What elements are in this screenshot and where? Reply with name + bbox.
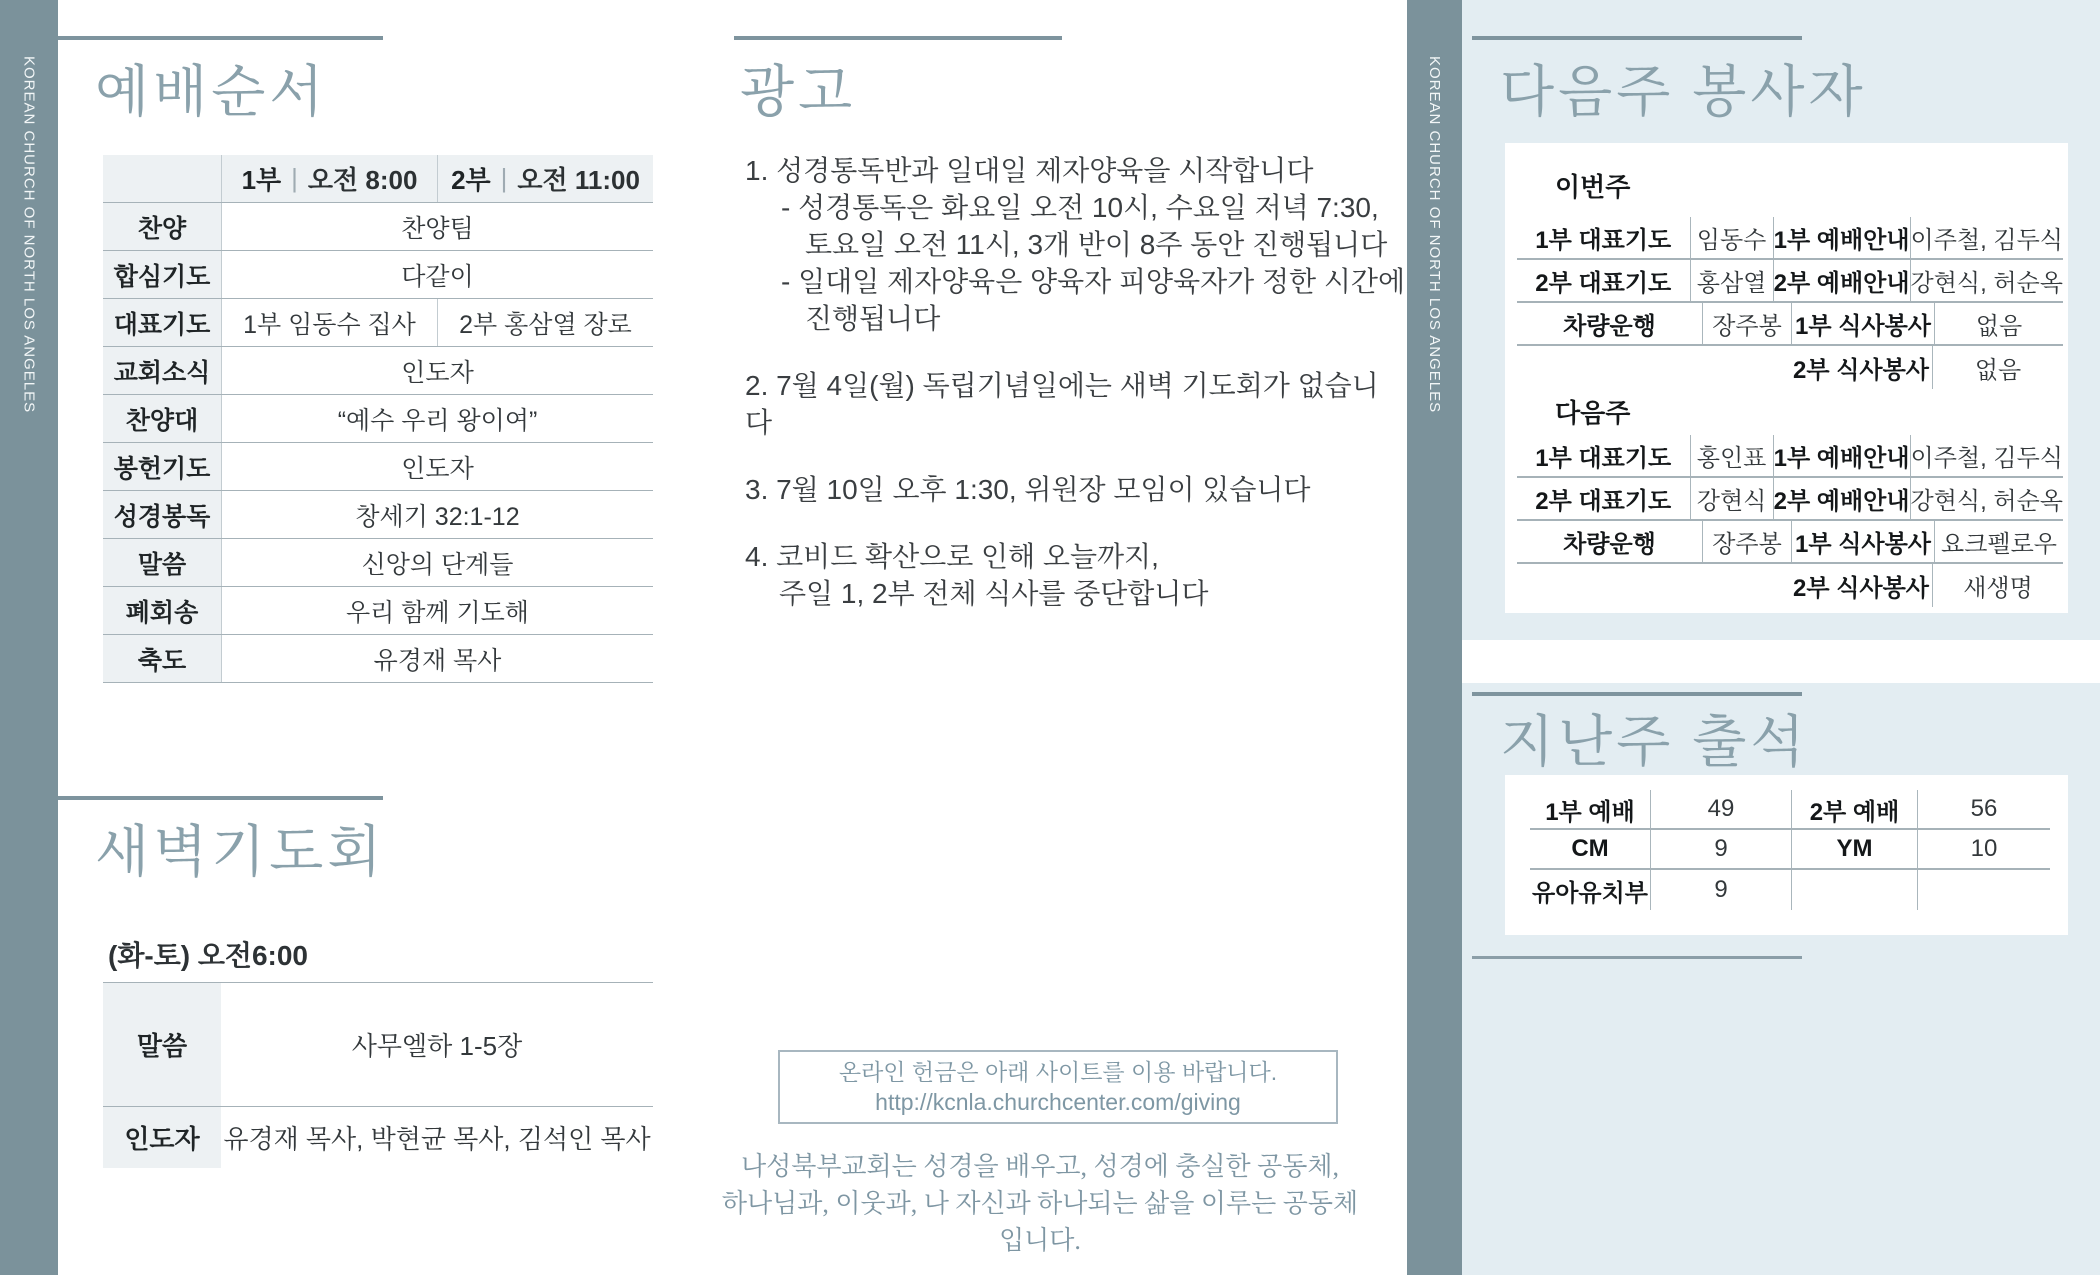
attendance-label: 2부 예배 [1792,790,1918,828]
attendance-count: 56 [1970,795,1998,822]
volunteers-title: 다음주 봉사자 [1500,62,1867,124]
online-giving-box [778,1050,1338,1124]
service-2-time: 오전 11:00 [517,165,640,195]
role-label: 2부 식사봉사 [1790,346,1933,389]
table-row [103,347,653,395]
role-label: 2부 대표기도 [1517,260,1691,301]
row-label: 찬양 [103,203,221,250]
role-label: 2부 대표기도 [1517,478,1691,519]
attendance-panel [1505,775,2068,935]
table-row [1517,521,2063,564]
service-2-header [437,155,653,202]
service-1-time: 오전 8:00 [307,165,418,195]
row-value: 사무엘하 1-5장 [351,1031,523,1061]
volunteer-name: 홍삼열 [1691,260,1774,301]
dawn-prayer-table [103,982,653,1168]
service-1-header [221,155,437,202]
volunteer-name: 강현식 [1691,478,1774,519]
row-value: “예수 우리 왕이여” [221,395,653,442]
row-value: 다같이 [221,251,653,298]
dawn-prayer-title: 새벽기도회 [95,822,386,884]
table-row [1517,346,2063,389]
right-panel-white-band [1462,640,2100,683]
announcement-item: 3. 7월 10일 오후 1:30, 위원장 모임이 있습니다 [745,474,1311,505]
volunteer-name: 장주봉 [1703,521,1792,562]
volunteer-name: 홍인표 [1691,435,1774,476]
table-row [103,203,653,251]
row-label: 축도 [103,635,221,682]
right-sidebar [1407,0,1462,1275]
role-label [1517,346,1702,389]
announcement-subitem: 토요일 오전 11시, 3개 반이 8주 동안 진행됩니다 [805,229,1388,260]
section-rule [58,796,383,800]
announcement-subitem: - 일대일 제자양육은 양육자 피양육자가 정한 시간에 [781,266,1406,297]
table-row [103,443,653,491]
table-row [1530,830,2050,870]
table-row [1517,303,2063,346]
announcement-item: 1. 성경통독반과 일대일 제자양육을 시작합니다 [745,155,1314,186]
row-value-service1: 1부 임동수 집사 [221,299,437,346]
volunteer-name [1702,346,1790,389]
row-value: 인도자 [221,347,653,394]
table-row [103,587,653,635]
role-label: 1부 예배안내 [1774,217,1911,258]
attendance-count: 49 [1651,790,1792,828]
role-label: 차량운행 [1517,303,1703,344]
church-name-vertical: KOREAN CHURCH OF NORTH LOS ANGELES [1426,56,1443,414]
role-label: 1부 식사봉사 [1792,521,1935,562]
role-label: 2부 예배안내 [1774,478,1911,519]
table-row [1517,217,2063,260]
role-label: 차량운행 [1517,521,1703,562]
this-week-table [1517,217,2063,389]
row-value: 인도자 [221,443,653,490]
row-label: 성경봉독 [103,491,221,538]
row-value: 유경재 목사 [221,635,653,682]
row-label: 봉헌기도 [103,443,221,490]
role-label: 1부 예배안내 [1774,435,1911,476]
row-label: 찬양대 [103,395,221,442]
next-week-table [1517,435,2063,607]
volunteer-name: 강현식, 허순옥 [1910,488,2063,515]
service-2-label: 2부 [451,165,491,195]
volunteer-name: 임동수 [1691,217,1774,258]
left-sidebar [0,0,58,1275]
attendance-label: 유아유치부 [1530,870,1651,910]
row-label: 합심기도 [103,251,221,298]
role-label: 2부 예배안내 [1774,260,1911,301]
volunteer-name: 강현식, 허순옥 [1910,270,2063,297]
giving-url[interactable]: http://kcnla.churchcenter.com/giving [875,1089,1241,1115]
role-label: 1부 대표기도 [1517,435,1691,476]
empty-header-cell [103,155,221,202]
attendance-count: 10 [1970,835,1998,862]
mission-line-1: 나성북부교회는 성경을 배우고, 성경에 충실한 공동체, [740,1152,1340,1181]
section-rule [58,36,383,40]
separator: | [291,163,298,193]
table-row [103,491,653,539]
volunteer-name [1702,564,1790,607]
row-label: 교회소식 [103,347,221,394]
section-rule [734,36,1062,40]
volunteer-name: 이주철, 김두식 [1910,227,2063,254]
role-label: 1부 대표기도 [1517,217,1691,258]
worship-title: 예배순서 [95,62,328,124]
volunteers-panel [1505,143,2068,613]
table-row [103,1106,653,1168]
announcement-item: 2. 7월 4일(월) 독립기념일에는 새벽 기도회가 없습니다 [745,370,1379,438]
attendance-count [1918,870,2050,910]
announcements-list [745,152,1405,612]
dawn-prayer-schedule: (화-토) 오전6:00 [108,940,308,971]
church-name-vertical: KOREAN CHURCH OF NORTH LOS ANGELES [20,56,38,414]
volunteer-name: 이주철, 김두식 [1910,445,2063,472]
row-label: 대표기도 [103,299,221,346]
role-label: 2부 식사봉사 [1790,564,1933,607]
volunteer-name: 없음 [1975,313,2023,340]
table-row [1517,564,2063,607]
volunteer-name: 새생명 [1963,575,2033,602]
role-label [1517,564,1702,607]
attendance-label: CM [1530,830,1651,868]
table-row [103,539,653,587]
volunteer-name: 없음 [1974,357,2022,384]
volunteer-name: 장주봉 [1703,303,1792,344]
attendance-label: 1부 예배 [1530,790,1651,828]
table-row [103,299,653,347]
announcements-title: 광고 [740,62,857,124]
attendance-label: YM [1792,830,1918,868]
announcement-subitem: 주일 1, 2부 전체 식사를 중단합니다 [779,578,1209,609]
table-row [1517,435,2063,478]
row-label: 인도자 [103,1107,221,1168]
row-value: 우리 함께 기도해 [221,587,653,634]
row-value: 찬양팀 [221,203,653,250]
section-rule [1472,692,1802,696]
announcement-item: 4. 코비드 확산으로 인해 오늘까지, [745,541,1159,572]
row-value: 신앙의 단계들 [221,539,653,586]
announcement-subitem: - 성경통독은 화요일 오전 10시, 수요일 저녁 7:30, [781,192,1379,223]
row-label: 말씀 [103,539,221,586]
table-row [103,251,653,299]
mission-line-2: 하나님과, 이웃과, 나 자신과 하나되는 삶을 이루는 공동체 입니다. [721,1189,1359,1255]
giving-note: 온라인 헌금은 아래 사이트를 이용 바랍니다. [838,1059,1278,1085]
attendance-title: 지난주 출석 [1500,712,1809,774]
next-week-label: 다음주 [1555,398,1631,428]
attendance-count: 9 [1651,830,1792,868]
attendance-count: 9 [1651,870,1792,910]
worship-table [103,155,653,683]
table-row [1517,260,2063,303]
table-row [103,983,653,1106]
attendance-label [1792,870,1918,910]
volunteer-name: 요크펠로우 [1941,531,2057,558]
table-row [1530,790,2050,830]
worship-header-row [103,155,653,203]
mission-statement [710,1148,1370,1259]
service-1-label: 1부 [241,165,282,195]
row-value-service2: 2부 홍삼열 장로 [437,299,653,346]
separator: | [500,163,508,193]
table-row [103,635,653,683]
table-row [103,395,653,443]
table-row [1517,478,2063,521]
table-row [1530,870,2050,910]
row-label: 말씀 [103,983,221,1106]
section-rule [1472,36,1802,40]
this-week-label: 이번주 [1555,172,1631,202]
announcement-subitem: 진행됩니다 [805,303,941,334]
row-value: 유경재 목사, 박현균 목사, 김석인 목사 [223,1124,651,1154]
section-rule [1472,956,1802,959]
row-value: 창세기 32:1-12 [221,491,653,538]
attendance-table [1530,790,2050,910]
role-label: 1부 식사봉사 [1792,303,1935,344]
row-label: 폐회송 [103,587,221,634]
